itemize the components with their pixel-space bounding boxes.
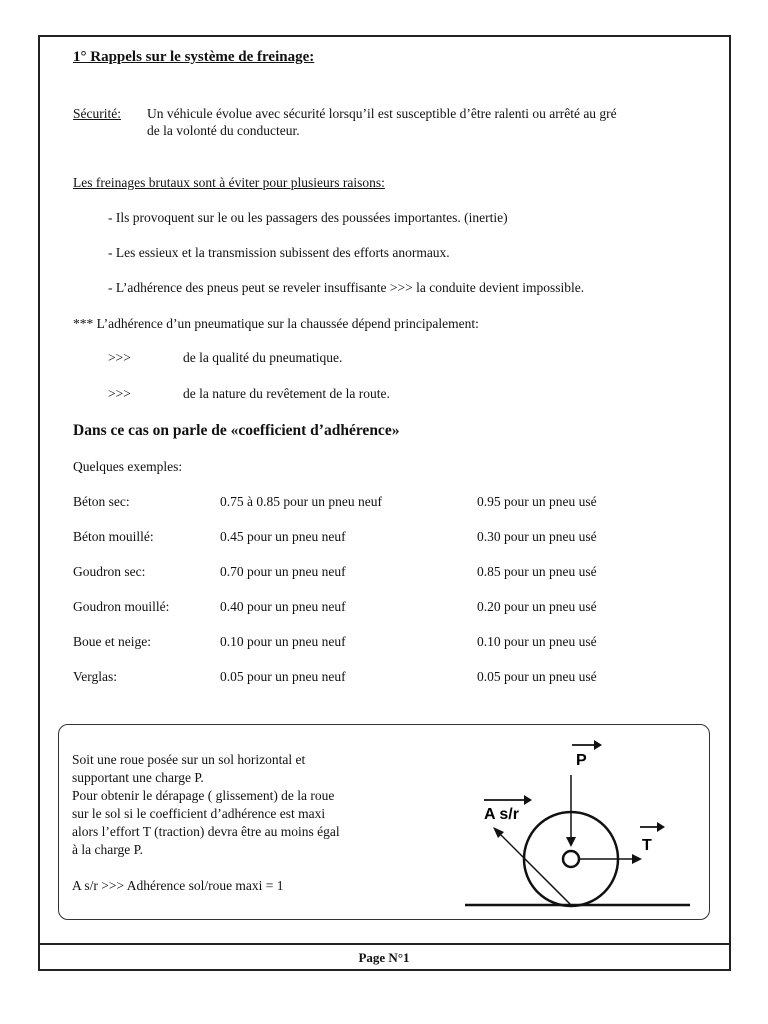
new-tire-cell: 0.70 pour un pneu neuf — [220, 564, 346, 579]
coefficient-heading: Dans ce cas on parle de «coefficient d’adhérence» — [73, 422, 400, 439]
worn-tire-cell: 0.95 pour un pneu usé — [477, 494, 597, 509]
securite-line-1: Un véhicule évolue avec sécurité lorsqu’il est susceptible d’être ralenti ou arrêté au gré — [147, 106, 617, 121]
reason-item: - Les essieux et la transmission subissent des efforts anormaux. — [108, 245, 450, 260]
securite-label: Sécurité: — [73, 106, 121, 121]
page-number: Page N°1 — [358, 950, 410, 965]
reason-item: - L’adhérence des pneus peut se reveler insuffisante >>> la conduite devient impossible. — [108, 280, 585, 295]
new-tire-cell: 0.05 pour un pneu neuf — [220, 669, 346, 684]
force-t-arrowhead — [632, 854, 642, 864]
vector-t-arrowhead — [657, 822, 665, 832]
label-p: P — [576, 752, 587, 769]
worn-tire-cell: 0.30 pour un pneu usé — [477, 529, 597, 544]
securite-line-2: de la volonté du conducteur. — [147, 123, 300, 138]
label-asr: A s/r — [484, 806, 519, 823]
force-p-arrowhead — [566, 837, 576, 847]
worn-tire-cell: 0.20 pour un pneu usé — [477, 599, 597, 614]
box-spacer — [72, 859, 372, 877]
footer-divider — [38, 943, 731, 945]
new-tire-cell: 0.40 pour un pneu neuf — [220, 599, 346, 614]
worn-tire-cell: 0.10 pour un pneu usé — [477, 634, 597, 649]
surface-cell: Goudron mouillé: — [73, 599, 170, 614]
adherence-marker: >>> — [108, 350, 131, 365]
force-asr-line — [496, 830, 571, 905]
surface-cell: Béton mouillé: — [73, 529, 154, 544]
vector-asr-arrowhead — [524, 795, 532, 805]
box-line: sur le sol si le coefficient d’adhérence est maxi — [72, 806, 326, 821]
reason-item: - Ils provoquent sur le ou les passagers des poussées importantes. (inertie) — [108, 210, 508, 225]
box-note: A s/r >>> Adhérence sol/roue maxi = 1 — [72, 878, 284, 893]
worn-tire-cell: 0.85 pour un pneu usé — [477, 564, 597, 579]
box-line: Soit une roue posée sur un sol horizontal et — [72, 752, 306, 767]
box-line: alors l’effort T (traction) devra être au moins égal — [72, 824, 340, 839]
new-tire-cell: 0.10 pour un pneu neuf — [220, 634, 346, 649]
worn-tire-cell: 0.05 pour un pneu usé — [477, 669, 597, 684]
examples-label: Quelques exemples: — [73, 459, 183, 474]
adherence-item: de la nature du revêtement de la route. — [183, 386, 390, 401]
adherence-marker: >>> — [108, 386, 131, 401]
box-line: à la charge P. — [72, 842, 143, 857]
adherence-item: de la qualité du pneumatique. — [183, 350, 343, 365]
wheel-hub — [563, 851, 579, 867]
reasons-heading: Les freinages brutaux sont à éviter pour plusieurs raisons: — [73, 175, 385, 190]
surface-cell: Verglas: — [73, 669, 117, 684]
surface-cell: Boue et neige: — [73, 634, 151, 649]
box-line: supportant une charge P. — [72, 770, 204, 785]
box-line: Pour obtenir le dérapage ( glissement) de la roue — [72, 788, 335, 803]
label-t: T — [642, 837, 652, 854]
wheel-force-diagram — [460, 733, 700, 913]
surface-cell: Béton sec: — [73, 494, 130, 509]
page-title: 1° Rappels sur le système de freinage: — [73, 49, 315, 65]
vector-p-arrowhead — [594, 740, 602, 750]
adherence-intro: *** L’adhérence d’un pneumatique sur la chaussée dépend principalement: — [73, 316, 479, 331]
surface-cell: Goudron sec: — [73, 564, 146, 579]
new-tire-cell: 0.75 à 0.85 pour un pneu neuf — [220, 494, 382, 509]
wheel-explanation-text — [72, 751, 372, 895]
new-tire-cell: 0.45 pour un pneu neuf — [220, 529, 346, 544]
